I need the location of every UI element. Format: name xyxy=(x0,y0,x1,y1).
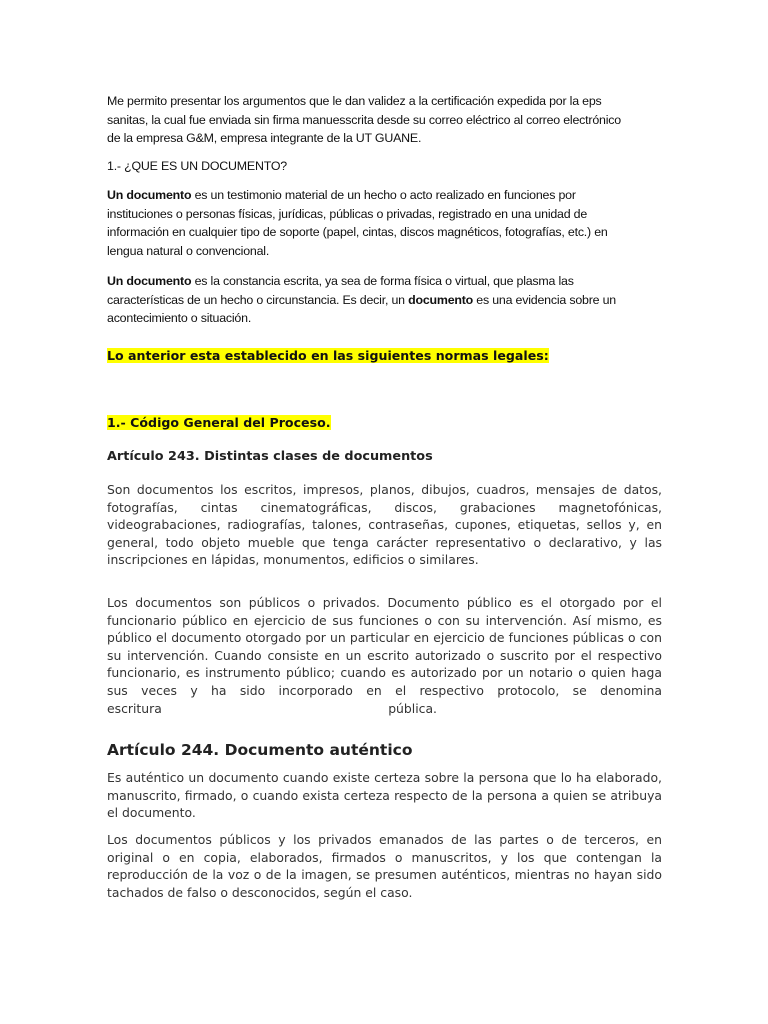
definition-1-line-4: lengua natural o convencional. xyxy=(107,243,270,258)
intro-line-2: sanitas, la cual fue enviada sin firma manuesscrita desde su correo eléctrico al correo electrónico xyxy=(107,112,621,127)
article-243-paragraph-1-text: Son documentos los escritos, impresos, planos, dibujos, cuadros, mensajes de datos, fotografías, cintas cinematográficas, discos, grabaciones magnetofónicas, videograbaciones, radiografías, talones, contraseñas, cupones, etiquetas, sellos y, en general, todo objeto mueble que tenga carácter representativo o declarativo, y las inscripciones en lápidas, monumentos, edificios o similares. xyxy=(107,482,662,568)
article-243-paragraph-1 xyxy=(107,481,662,569)
article-244-paragraph-2 xyxy=(107,831,662,901)
definition-1-line-1 xyxy=(107,186,652,205)
article-244-paragraph-2-text: Los documentos públicos y los privados emanados de las partes o de terceros, en original o en copia, elaborados, firmados o manuscritos, y los que contengan la reproducción de la voz o de la imagen, se presumen auténticos, mientras no hayan sido tachados de falso o desconocidos, según el caso. xyxy=(107,832,662,900)
article-244-paragraph-1 xyxy=(107,769,662,822)
definition-2-line-2 xyxy=(107,291,652,310)
word-escritura: escritura xyxy=(107,700,162,716)
bold-term: Un documento xyxy=(107,274,192,288)
section-heading-text: 1.- ¿QUE ES UN DOCUMENTO? xyxy=(107,159,287,173)
article-243-title: Artículo 243. Distintas clases de documentos xyxy=(107,449,433,464)
word-publica: pública. xyxy=(388,700,437,716)
bold-term: documento xyxy=(404,292,474,307)
code-heading-text: 1.- Código General del Proceso. xyxy=(107,415,331,430)
article-244-title: Artículo 244. Documento auténtico xyxy=(107,741,413,759)
definition-2-line-2-end: es una evidencia sobre un xyxy=(473,292,616,307)
definition-2-line-3: acontecimiento o situación. xyxy=(107,311,252,325)
section-heading xyxy=(107,157,652,176)
intro-paragraph xyxy=(107,92,652,148)
legal-intro-heading xyxy=(107,347,549,365)
definition-2-line-2-start: características de un hecho o circunstancia. Es decir, un xyxy=(107,292,405,307)
definition-2-line-1-rest: es la constancia escrita, ya sea de forma física o virtual, que plasma las xyxy=(191,274,574,288)
definition-1-line-3: información en cualquier tipo de soporte (papel, cintas, discos magnéticos, fotografías, etc.) en xyxy=(107,225,608,239)
spread-line xyxy=(107,700,437,718)
article-243-paragraph-2 xyxy=(107,594,662,717)
definition-2-line-1 xyxy=(107,272,652,291)
definition-paragraph-1 xyxy=(107,186,652,260)
article-243-paragraph-2-text: Los documentos son públicos o privados. Documento público es el otorgado por el funcionario público en ejercicio de sus funciones o con su intervención. Así mismo, es público el documento otorgado por un particular en ejercicio de funciones públicas o con su intervención. Cuando consiste en un escrito autorizado o suscrito por el respectivo funcionario, es instrumento público; cuando es autorizado por un notario o quien haga sus veces y ha sido incorporado en el respectivo protocolo, se denomina xyxy=(107,595,662,698)
definition-1-line-1-rest: es un testimonio material de un hecho o acto realizado en funciones por xyxy=(191,188,576,202)
intro-line-1: Me permito presentar los argumentos que le dan validez a la certificación expedida por la eps xyxy=(107,94,602,108)
article-244-paragraph-1-text: Es auténtico un documento cuando existe certeza sobre la persona que lo ha elaborado, manuscrito, firmado, o cuando exista certeza respecto de la persona a quien se atribuya el documento. xyxy=(107,770,662,821)
definition-1-line-2: instituciones o personas físicas, jurídicas, públicas o privadas, registrado en una unidad de xyxy=(107,206,588,221)
article-243-paragraph-2-last-line xyxy=(107,700,662,718)
code-heading xyxy=(107,414,331,432)
definition-paragraph-2 xyxy=(107,272,652,328)
bold-term: Un documento xyxy=(107,188,192,202)
legal-intro-text: Lo anterior esta establecido en las siguientes normas legales: xyxy=(107,348,549,363)
intro-line-3: de la empresa G&M, empresa integrante de la UT GUANE. xyxy=(107,131,422,145)
